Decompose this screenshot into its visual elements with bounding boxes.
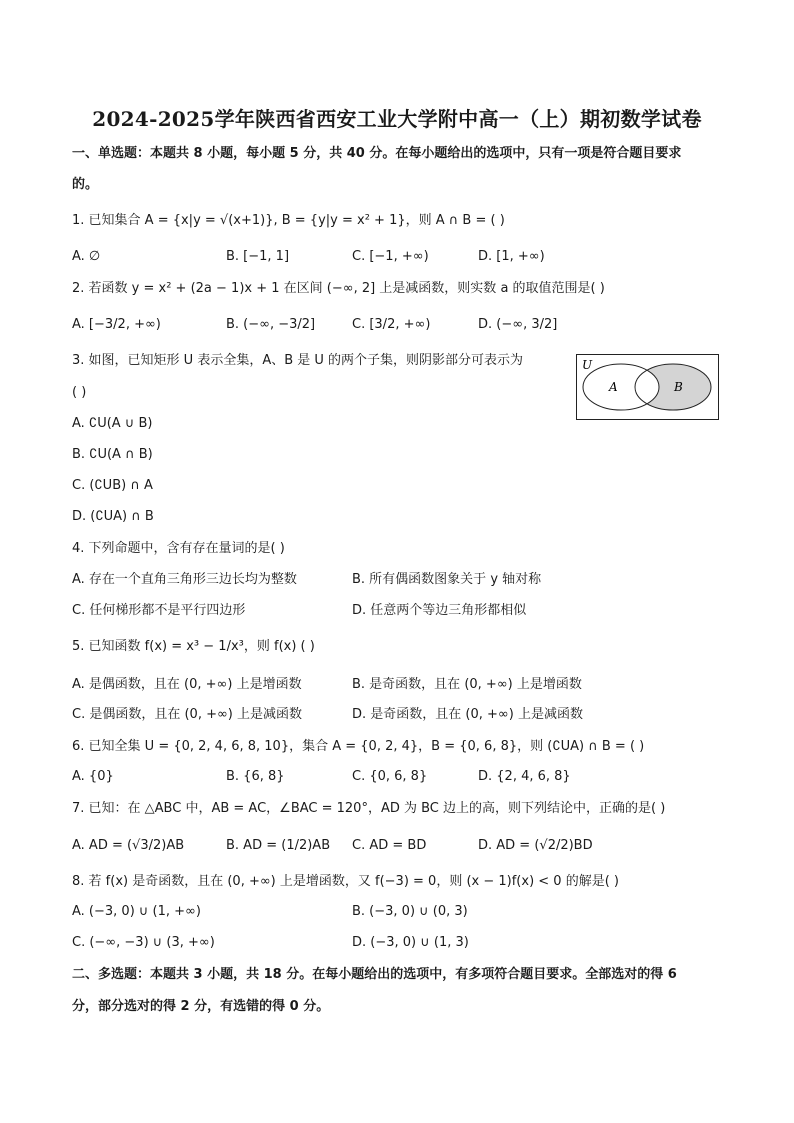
- venn-label-a: A: [609, 380, 618, 394]
- q2-option-d: D. (−∞, 3/2]: [478, 317, 558, 332]
- venn-label-b: B: [674, 380, 683, 394]
- q8-option-d: D. (−3, 0) ∪ (1, 3): [352, 935, 469, 950]
- q5-option-b: B. 是奇函数，且在 (0, +∞) 上是增函数: [352, 677, 582, 692]
- venn-label-u: U: [582, 358, 593, 372]
- q5-option-a: A. 是偶函数，且在 (0, +∞) 上是增函数: [72, 677, 302, 692]
- q7-stem: 7. 已知：在 △ABC 中，AB = AC，∠BAC = 120°，AD 为 BC 边上的高，则下列结论中，正确的是( ): [72, 801, 666, 816]
- q3-option-d: D. (∁UA) ∩ B: [72, 509, 154, 524]
- q5-option-c: C. 是偶函数，且在 (0, +∞) 上是减函数: [72, 707, 303, 722]
- q1-option-c: C. [−1, +∞): [352, 249, 429, 264]
- q5-stem: 5. 已知函数 f(x) = x³ − 1/x³，则 f(x) ( ): [72, 639, 315, 654]
- q1-option-a: A. ∅: [72, 249, 101, 264]
- q7-option-d: D. AD = (√2/2)BD: [478, 838, 593, 853]
- q6-stem: 6. 已知全集 U = {0, 2, 4, 6, 8, 10}，集合 A = {0, 2, 4}，B = {0, 6, 8}，则 (∁UA) ∩ B = ( ): [72, 739, 645, 754]
- q1-option-d: D. [1, +∞): [478, 249, 545, 264]
- q2-option-b: B. (−∞, −3/2]: [226, 317, 316, 332]
- q3-option-b: B. ∁U(A ∩ B): [72, 447, 153, 462]
- q2-option-a: A. [−3/2, +∞): [72, 317, 161, 332]
- q4-option-c: C. 任何梯形都不是平行四边形: [72, 603, 246, 618]
- q6-option-b: B. {6, 8}: [226, 769, 285, 784]
- q8-option-a: A. (−3, 0) ∪ (1, +∞): [72, 904, 201, 919]
- q5-option-d: D. 是奇函数，且在 (0, +∞) 上是减函数: [352, 707, 583, 722]
- q7-option-b: B. AD = (1/2)AB: [226, 838, 331, 853]
- q3-stem: 3. 如图，已知矩形 U 表示全集，A、B 是 U 的两个子集，则阴影部分可表示为: [72, 353, 524, 368]
- q7-option-a: A. AD = (√3/2)AB: [72, 838, 185, 853]
- section2-heading: 二、多选题：本题共 3 小题，共 18 分。在每小题给出的选项中，有多项符合题目要求。全部选对的得 6: [72, 967, 677, 982]
- q4-option-a: A. 存在一个直角三角形三边长均为整数: [72, 572, 297, 587]
- q7-option-c: C. AD = BD: [352, 838, 427, 853]
- q6-option-a: A. {0}: [72, 769, 114, 784]
- q8-option-c: C. (−∞, −3) ∪ (3, +∞): [72, 935, 215, 950]
- q1-stem: 1. 已知集合 A = {x|y = √(x+1)}, B = {y|y = x² + 1}，则 A ∩ B = ( ): [72, 213, 505, 228]
- q1-option-b: B. [−1, 1]: [226, 249, 290, 264]
- section1-heading-cont: 的。: [72, 177, 99, 192]
- q2-stem: 2. 若函数 y = x² + (2a − 1)x + 1 在区间 (−∞, 2] 上是减函数，则实数 a 的取值范围是( ): [72, 281, 605, 296]
- venn-diagram: [576, 354, 719, 420]
- q8-option-b: B. (−3, 0) ∪ (0, 3): [352, 904, 468, 919]
- q4-option-b: B. 所有偶函数图象关于 y 轴对称: [352, 572, 542, 587]
- q4-stem: 4. 下列命题中，含有存在量词的是( ): [72, 541, 285, 556]
- q4-option-d: D. 任意两个等边三角形都相似: [352, 603, 527, 618]
- q3-option-c: C. (∁UB) ∩ A: [72, 478, 153, 493]
- q3-option-a: A. ∁U(A ∪ B): [72, 416, 153, 431]
- q6-option-c: C. {0, 6, 8}: [352, 769, 428, 784]
- q2-option-c: C. [3/2, +∞): [352, 317, 431, 332]
- q8-stem: 8. 若 f(x) 是奇函数，且在 (0, +∞) 上是增函数，又 f(−3) = 0，则 (x − 1)f(x) < 0 的解是( ): [72, 874, 619, 889]
- q6-option-d: D. {2, 4, 6, 8}: [478, 769, 571, 784]
- section2-heading-cont: 分，部分选对的得 2 分，有选错的得 0 分。: [72, 999, 330, 1014]
- page-title: 2024-2025学年陕西省西安工业大学附中高一（上）期初数学试卷: [92, 107, 702, 131]
- q3-stem-paren: ( ): [72, 385, 87, 400]
- section1-heading: 一、单选题：本题共 8 小题，每小题 5 分，共 40 分。在每小题给出的选项中，只有一项是符合题目要求: [72, 146, 682, 161]
